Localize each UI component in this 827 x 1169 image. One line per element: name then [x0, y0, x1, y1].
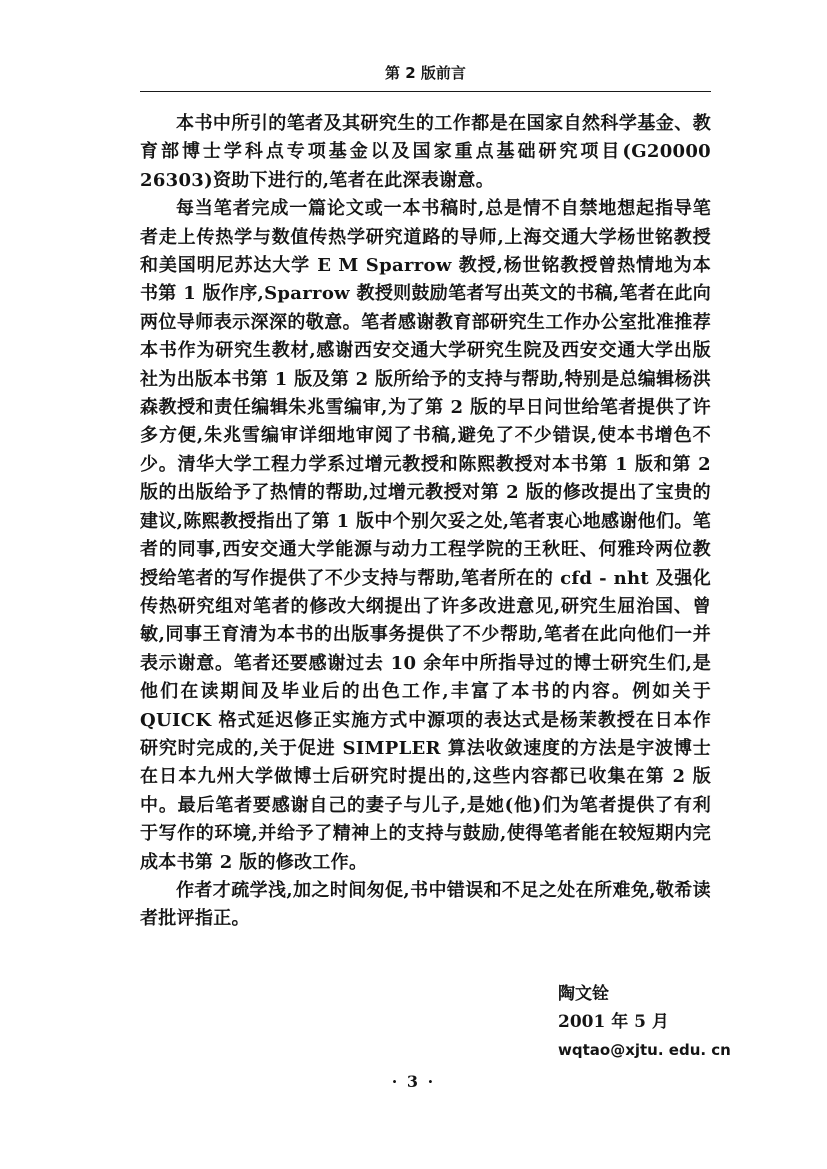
paragraph-acknowledgements: 每当笔者完成一篇论文或一本书稿时,总是情不自禁地想起指导笔者走上传热学与数值传热学研究道路的导师,上海交通大学杨世铭教授和美国明尼苏达大学 E M Sparrow 教授,杨世铭教授曾热情地为本书第 1 版作序,Sparrow 教授则鼓励笔者写出英文的书稿,笔者在此向两位导师表示深深的敬意。笔者感谢教育部研究生工作办公室批准推荐本书作为研究生教材,感谢西安交通大学研究生院及西安交通大学出版社为出版本书第 1 版及第 2 版所给予的支持与帮助,特别是总编辑杨洪森教授和责任编辑朱兆雪编审,为了第 2 版的早日问世给笔者提供了许多方便,朱兆雪编审详细地审阅了书稿,避免了不少错误,使本书增色不少。清华大学工程力学系过增元教授和陈熙教授对本书第 1 版和第 2 版的出版给予了热情的帮助,过增元教授对第 2 版的修改提出了宝贵的建议,陈熙教授指出了第 1 版中个别欠妥之处,笔者衷心地感谢他们。笔者的同事,西安交通大学能源与动力工程学院的王秋旺、何雅玲两位教授给笔者的写作提供了不少支持与帮助,笔者所在的 cfd - nht 及强化传热研究组对笔者的修改大纲提出了许多改进意见,研究生屈治国、曾敏,同事王育清为本书的出版事务提供了不少帮助,笔者在此向他们一并表示谢意。笔者还要感谢过去 10 余年中所指导过的博士研究生们,是他们在读期间及毕业后的出色工作,丰富了本书的内容。例如关于 QUICK 格式延迟修正实施方式中源项的表达式是杨茉教授在日本作研究时完成的,关于促进 SIMPLER 算法收敛速度的方法是宇波博士在日本九州大学做博士后研究时提出的,这些内容都已收集在第 2 版中。最后笔者要感谢自己的妻子与儿子,是她(他)们为笔者提供了有利于写作的环境,并给予了精神上的支持与鼓励,使得笔者能在较短期内完成本书第 2 版的修改工作。 [140, 198, 711, 873]
paragraph-funding: 本书中所引的笔者及其研究生的工作都是在国家自然科学基金、教育部博士学科点专项基金以及国家重点基础研究项目(G20000 26303)资助下进行的,笔者在此深表谢意。 [140, 113, 711, 191]
running-header: 第 2 版前言 [385, 64, 466, 82]
signature-block [558, 980, 731, 1064]
author-email: wqtao@xjtu. edu. cn [558, 1041, 731, 1059]
signature-date: 2001 年 5 月 [558, 1012, 669, 1032]
preface-body [140, 110, 711, 934]
header-rule [140, 91, 711, 92]
page-number: · 3 · [391, 1072, 436, 1091]
author-name: 陶文铨 [558, 984, 609, 1004]
paragraph-closing: 作者才疏学浅,加之时间匆促,书中错误和不足之处在所难免,敬希读者批评指正。 [140, 879, 711, 930]
